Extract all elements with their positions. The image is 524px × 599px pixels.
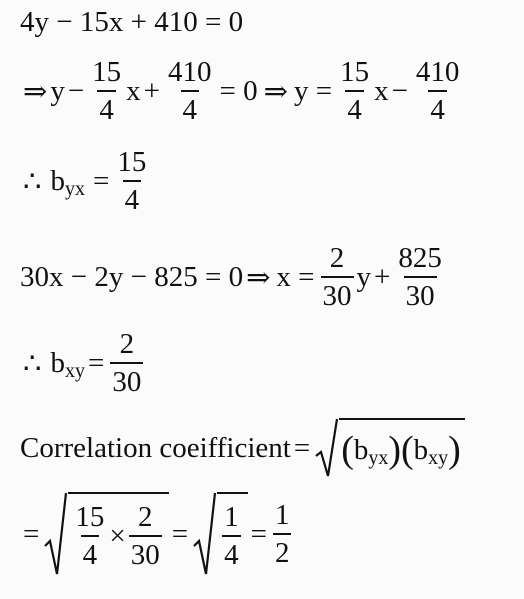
times-sign: × [109, 519, 126, 552]
b-symbol: b [413, 433, 429, 466]
denominator: 4 [181, 90, 200, 125]
left-paren: ( [401, 429, 414, 471]
minus-sign: − [67, 75, 85, 107]
left-paren: ( [341, 429, 354, 471]
equation-line-4 [20, 244, 447, 311]
radicand [68, 492, 168, 576]
equation-1-text: 4y − 15x + 410 = 0 [20, 6, 244, 38]
square-root [44, 492, 168, 576]
fraction-15-over-4 [73, 500, 106, 571]
plus-sign: + [143, 75, 161, 107]
subscript-yx: yx [64, 178, 85, 200]
equals-sign: = [250, 517, 267, 550]
fraction-2-over-30 [129, 500, 162, 571]
equation-line-7 [20, 492, 294, 576]
fraction-825-over-30 [396, 244, 444, 311]
minus-sign: − [391, 75, 408, 107]
b-symbol: b [50, 165, 65, 197]
radical-sign-icon [193, 492, 217, 576]
right-paren: ) [388, 429, 401, 471]
denominator: 30 [110, 362, 143, 397]
square-root [315, 418, 465, 478]
numerator: 2 [137, 500, 153, 533]
fraction-410-over-4 [414, 58, 462, 125]
denominator: 4 [97, 90, 116, 125]
denominator: 30 [129, 535, 162, 570]
plus-sign: + [374, 261, 391, 293]
fraction-15-over-4 [90, 58, 123, 125]
equals-zero: = 0 [219, 75, 258, 107]
equals-sign: = [87, 347, 105, 379]
numerator: 410 [415, 56, 460, 88]
therefore-symbol: ∴ [23, 348, 42, 380]
equation-line-1 [20, 6, 243, 39]
variable-y: y [356, 261, 371, 293]
equation-4-lhs: 30x − 2y − 825 = 0 [20, 261, 244, 293]
denominator: 30 [321, 276, 354, 311]
fraction-15-over-4 [115, 148, 148, 215]
implies-symbol: ⇒ [263, 76, 288, 108]
equals-sign: = [171, 517, 189, 550]
denominator: 4 [222, 535, 241, 570]
numerator: 1 [224, 500, 239, 533]
numerator: 15 [117, 146, 147, 178]
correlation-label: Correlation coeifficient [20, 431, 291, 464]
radicand [339, 418, 465, 478]
equals-sign: = [293, 431, 311, 464]
fraction-410-over-4 [166, 58, 214, 125]
implies-symbol: ⇒ [23, 76, 48, 108]
equals-sign: = [23, 517, 40, 550]
subscript-yx: yx [368, 446, 389, 469]
square-root [193, 492, 248, 576]
denominator: 4 [123, 180, 142, 215]
denominator: 4 [345, 90, 364, 125]
radical-sign-icon [315, 418, 339, 478]
b-symbol: b [353, 433, 369, 466]
equation-line-3 [20, 148, 151, 215]
equation-line-2 [20, 58, 464, 125]
variable-x: x [374, 75, 389, 107]
equation-line-6 [20, 418, 465, 478]
numerator: 2 [329, 242, 345, 274]
fraction-1-over-2 [273, 498, 292, 569]
implies-symbol: ⇒ [246, 262, 271, 294]
numerator: 825 [398, 242, 442, 274]
fraction-2-over-30 [321, 244, 354, 311]
b-symbol: b [50, 347, 65, 379]
right-paren: ) [448, 429, 461, 471]
therefore-symbol: ∴ [23, 166, 42, 198]
numerator: 15 [75, 500, 105, 533]
fraction-1-over-4 [222, 500, 241, 571]
fraction-15-over-4 [338, 58, 371, 125]
denominator: 2 [273, 533, 292, 568]
radicand [217, 492, 248, 576]
subscript-xy: xy [64, 360, 85, 382]
variable-x: x [126, 75, 141, 107]
denominator: 4 [428, 90, 447, 125]
numerator: 410 [168, 56, 212, 88]
numerator: 1 [274, 498, 290, 531]
equals-sign: = [92, 165, 110, 197]
fraction-2-over-30 [110, 330, 143, 397]
y-equals: y = [293, 75, 333, 107]
subscript-xy: xy [428, 446, 449, 469]
equation-line-5 [20, 330, 146, 397]
numerator: 15 [92, 56, 122, 88]
x-equals: x = [276, 261, 315, 293]
radical-sign-icon [44, 492, 68, 576]
denominator: 30 [404, 276, 437, 311]
denominator: 4 [81, 535, 100, 570]
variable-y: y [50, 75, 65, 107]
numerator: 2 [119, 328, 135, 360]
numerator: 15 [340, 56, 370, 88]
